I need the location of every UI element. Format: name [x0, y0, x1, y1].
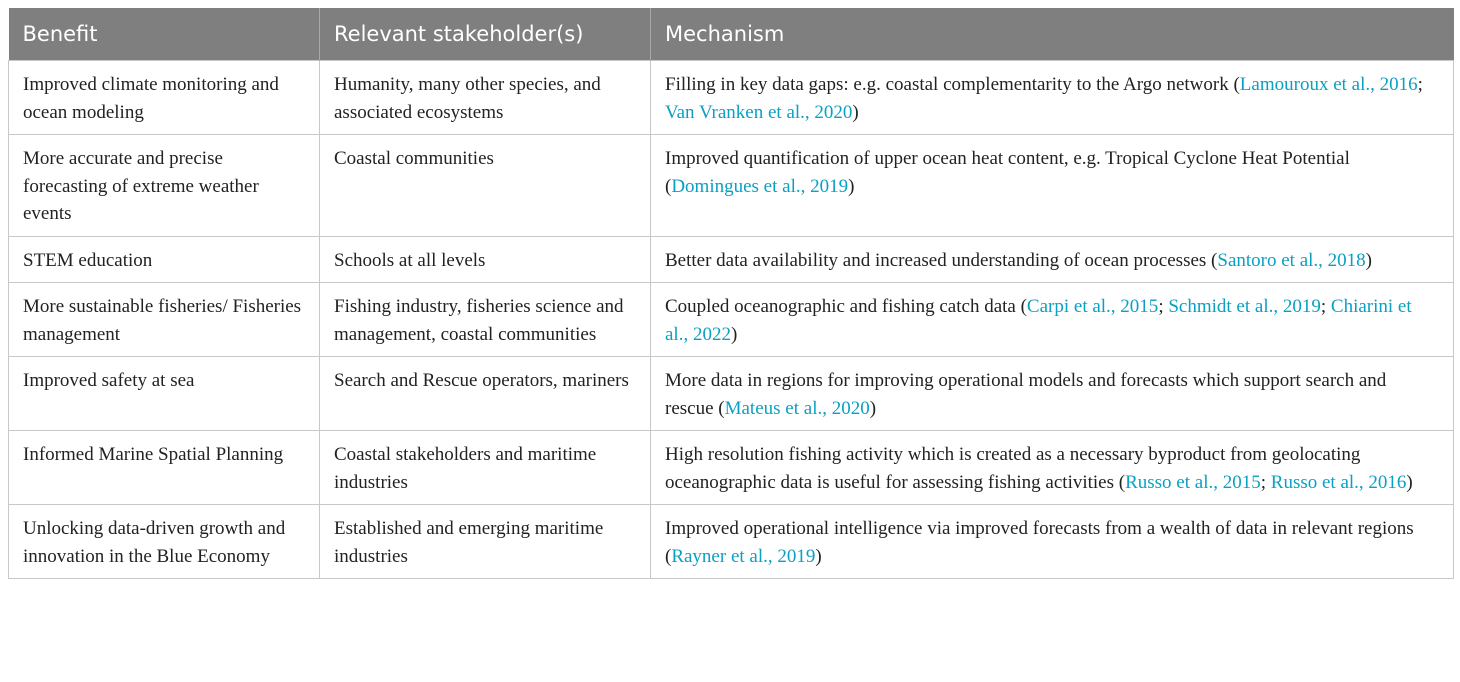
- mechanism-cell: [651, 431, 1454, 505]
- mechanism-cell: [651, 236, 1454, 283]
- benefits-table: [8, 8, 1454, 579]
- mechanism-text: More data in regions for improving operational models and forecasts which support search and rescue (: [665, 370, 1387, 419]
- mechanism-text: ): [815, 545, 822, 567]
- stakeholders-cell: Search and Rescue operators, mariners: [320, 357, 651, 431]
- header-benefit: Benefit: [9, 8, 320, 61]
- mechanism-cell: [651, 61, 1454, 135]
- table-row: [9, 135, 1454, 237]
- mechanism-text: ): [848, 175, 855, 197]
- citation-link[interactable]: Rayner et al., 2019: [671, 545, 816, 567]
- mechanism-text: ): [869, 397, 877, 419]
- citation-link[interactable]: Van Vranken et al., 2020: [665, 101, 853, 123]
- mechanism-text: Better data availability and increased understanding of ocean processes (: [665, 249, 1218, 271]
- mechanism-text: ): [1365, 249, 1372, 271]
- stakeholders-cell: Coastal stakeholders and maritime industries: [320, 431, 651, 505]
- header-mechanism: Mechanism: [651, 8, 1454, 61]
- mechanism-cell: [651, 135, 1454, 237]
- stakeholders-cell: Coastal communities: [320, 135, 651, 237]
- mechanism-cell: [651, 357, 1454, 431]
- mechanism-text: ;: [1158, 296, 1169, 317]
- citation-link[interactable]: Mateus et al., 2020: [724, 397, 870, 419]
- mechanism-text: ;: [1260, 471, 1271, 493]
- citation-link[interactable]: Schmidt et al., 2019: [1168, 296, 1321, 317]
- mechanism-text: Improved quantification of upper ocean heat content, e.g. Tropical Cyclone Heat Potential (: [665, 148, 1350, 197]
- table-row: [9, 431, 1454, 505]
- mechanism-text: ;: [1320, 296, 1331, 317]
- stakeholders-cell: Fishing industry, fisheries science and management, coastal communities: [320, 283, 651, 357]
- benefit-cell: More accurate and precise forecasting of extreme weather events: [9, 135, 320, 237]
- citation-link[interactable]: Chiarini et al., 2022: [665, 296, 1412, 345]
- benefit-cell: Unlocking data-driven growth and innovation in the Blue Economy: [9, 505, 320, 579]
- citation-link[interactable]: Russo et al., 2016: [1270, 471, 1407, 493]
- header-stakeholders: Relevant stakeholder(s): [320, 8, 651, 61]
- table-header-row: [9, 8, 1454, 61]
- table-body: [9, 61, 1454, 579]
- mechanism-text: Improved operational intelligence via improved forecasts from a wealth of data in relevant regions (: [665, 518, 1414, 567]
- benefit-cell: Improved climate monitoring and ocean modeling: [9, 61, 320, 135]
- citation-link[interactable]: Lamouroux et al., 2016: [1239, 74, 1418, 95]
- stakeholders-cell: Established and emerging maritime industries: [320, 505, 651, 579]
- table-row: [9, 61, 1454, 135]
- benefit-cell: More sustainable fisheries/ Fisheries management: [9, 283, 320, 357]
- mechanism-text: ): [852, 101, 859, 123]
- stakeholders-cell: Humanity, many other species, and associated ecosystems: [320, 61, 651, 135]
- citation-link[interactable]: Santoro et al., 2018: [1217, 249, 1366, 271]
- citation-link[interactable]: Russo et al., 2015: [1125, 471, 1261, 493]
- citation-link[interactable]: Domingues et al., 2019: [671, 175, 849, 197]
- benefit-cell: Improved safety at sea: [9, 357, 320, 431]
- mechanism-text: Coupled oceanographic and fishing catch data (: [665, 296, 1027, 317]
- mechanism-cell: [651, 283, 1454, 357]
- mechanism-text: ): [1406, 471, 1413, 493]
- stakeholders-cell: Schools at all levels: [320, 236, 651, 283]
- table-row: [9, 505, 1454, 579]
- table-row: [9, 236, 1454, 283]
- mechanism-cell: [651, 505, 1454, 579]
- mechanism-text: Filling in key data gaps: e.g. coastal complementarity to the Argo network (: [665, 74, 1240, 95]
- mechanism-text: ): [730, 323, 738, 345]
- citation-link[interactable]: Carpi et al., 2015: [1026, 296, 1159, 317]
- benefit-cell: Informed Marine Spatial Planning: [9, 431, 320, 505]
- mechanism-text: High resolution fishing activity which is created as a necessary byproduct from geolocating oceanographic data is useful for assessing fishing activities (: [665, 444, 1361, 493]
- table-row: [9, 283, 1454, 357]
- benefit-cell: STEM education: [9, 236, 320, 283]
- mechanism-text: ;: [1417, 74, 1423, 95]
- table-row: [9, 357, 1454, 431]
